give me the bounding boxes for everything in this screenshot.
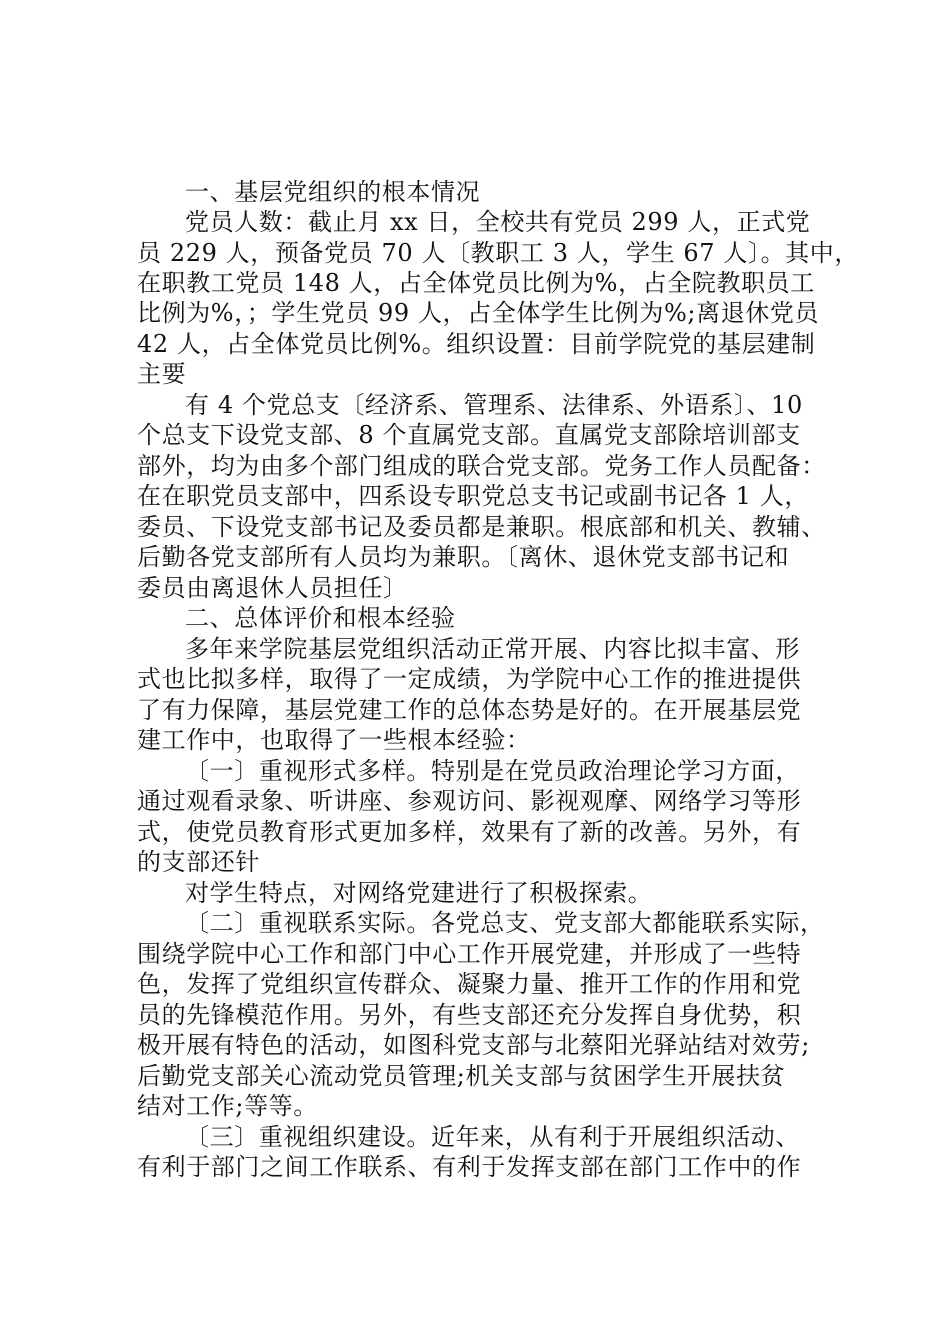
text-line: 在在职党员支部中，四系设专职党总支书记或副书记各 1 人， — [137, 482, 809, 510]
text-line: 42 人，占全体党员比例%。组织设置：目前学院党的基层建制 — [137, 330, 816, 358]
text-line: 的支部还针 — [137, 848, 260, 876]
text-line: 比例为%，；学生党员 99 人，占全体学生比例为%;离退休党员 — [137, 299, 820, 327]
text-line: 式也比拟多样，取得了一定成绩，为学院中心工作的推进提供 — [137, 665, 802, 693]
text-line: 〔一〕重视形式多样。特别是在党员政治理论学习方面， — [185, 757, 800, 785]
text-line: 后勤党支部关心流动党员管理;机关支部与贫困学生开展扶贫 — [137, 1062, 786, 1090]
text-line: 员 229 人，预备党员 70 人〔教职工 3 人，学生 67 人〕。其中， — [137, 239, 859, 267]
text-line: 部外，均为由多个部门组成的联合党支部。党务工作人员配备： — [137, 452, 826, 480]
text-line: 色，发挥了党组织宣传群众、凝聚力量、推开工作的作用和党 — [137, 970, 802, 998]
heading-section-2: 二、总体评价和根本经验 — [185, 604, 456, 632]
text-line: 员的先锋模范作用。另外，有些支部还充分发挥自身优势，积 — [137, 1001, 802, 1029]
text-line: 通过观看录象、听讲座、参观访问、影视观摩、网络学习等形 — [137, 787, 802, 815]
text-line: 对学生特点，对网络党建进行了积极探索。 — [185, 879, 653, 907]
text-line: 〔三〕重视组织建设。近年来，从有利于开展组织活动、 — [185, 1123, 800, 1151]
text-line: 个总支下设党支部、8 个直属党支部。直属党支部除培训部支 — [137, 421, 801, 449]
text-line: 了有力保障，基层党建工作的总体态势是好的。在开展基层党 — [137, 696, 802, 724]
text-line: 委员由离退休人员担任〕 — [137, 574, 408, 602]
text-line: 有 4 个党总支〔经济系、管理系、法律系、外语系〕、10 — [185, 391, 803, 419]
text-line: 极开展有特色的活动，如图科党支部与北蔡阳光驿站结对效劳; — [137, 1031, 810, 1059]
text-line: 委员、下设党支部书记及委员都是兼职。根底部和机关、教辅、 — [137, 513, 826, 541]
text-line: 有利于部门之间工作联系、有利于发挥支部在部门工作中的作 — [137, 1153, 802, 1181]
text-line: 多年来学院基层党组织活动正常开展、内容比拟丰富、形 — [185, 635, 800, 663]
text-line: 后勤各党支部所有人员均为兼职。〔离休、退休党支部书记和 — [137, 543, 790, 571]
text-line: 在职教工党员 148 人，占全体党员比例为%，占全院教职员工 — [137, 269, 815, 297]
text-line: 主要 — [137, 360, 187, 388]
text-line: 式，使党员教育形式更加多样，效果有了新的改善。另外，有 — [137, 818, 802, 846]
text-line: 〔二〕重视联系实际。各党总支、党支部大都能联系实际， — [185, 909, 825, 937]
heading-section-1: 一、基层党组织的根本情况 — [185, 178, 481, 206]
text-line: 建工作中，也取得了一些根本经验： — [137, 726, 531, 754]
text-line: 围绕学院中心工作和部门中心工作开展党建，并形成了一些特 — [137, 940, 802, 968]
text-line: 结对工作;等等。 — [137, 1092, 318, 1120]
text-line: 党员人数：截止月 xx 日，全校共有党员 299 人，正式党 — [185, 208, 811, 236]
